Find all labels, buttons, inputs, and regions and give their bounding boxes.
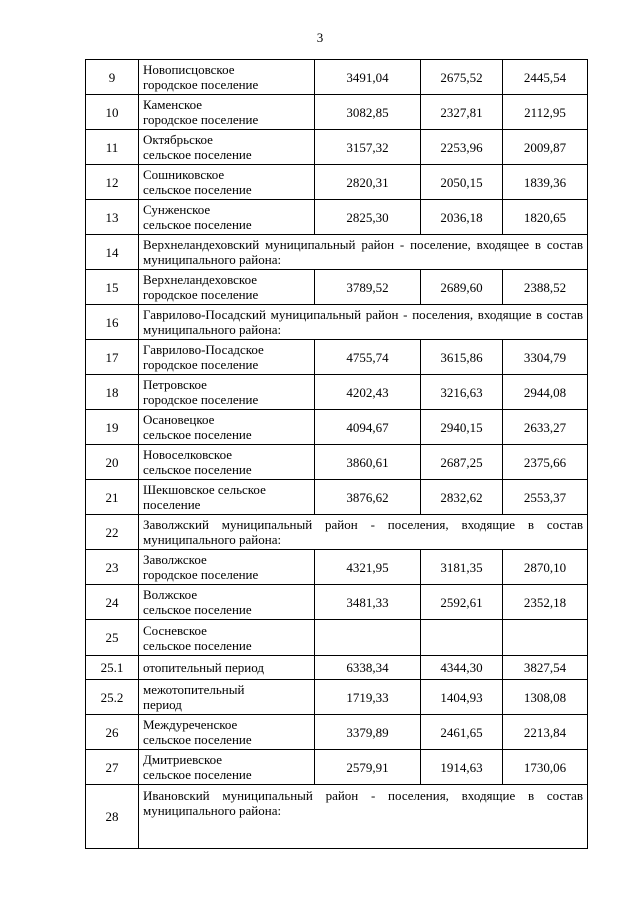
settlement-name-line2: сельское поселение — [143, 732, 252, 747]
value-col2: 2832,62 — [421, 480, 503, 515]
row-number: 16 — [86, 305, 139, 340]
district-row — [86, 785, 588, 849]
value-col1: 1719,33 — [315, 680, 421, 715]
row-number: 13 — [86, 200, 139, 235]
page-number: 3 — [316, 30, 324, 45]
value-col1: 2825,30 — [315, 200, 421, 235]
settlement-name-line2: сельское поселение — [143, 462, 252, 477]
value-col2 — [421, 620, 503, 656]
value-col2: 2689,60 — [421, 270, 503, 305]
value-col1: 4321,95 — [315, 550, 421, 585]
district-row — [86, 235, 588, 270]
value-col1: 3379,89 — [315, 715, 421, 750]
row-number: 17 — [86, 340, 139, 375]
settlement-name-line1: Новоселковское — [143, 447, 233, 462]
settlement-name-line1: Каменское — [143, 97, 203, 112]
value-col3: 2633,27 — [503, 410, 588, 445]
value-col2: 3615,86 — [421, 340, 503, 375]
value-col3: 2553,37 — [503, 480, 588, 515]
district-header: Ивановский муниципальный район - поселения, входящие в состав муниципального района: — [139, 785, 588, 849]
tariff-table — [85, 59, 588, 849]
row-number: 15 — [86, 270, 139, 305]
settlement-name — [139, 480, 315, 515]
settlement-name-line2: сельское поселение — [143, 637, 252, 653]
settlement-name — [139, 585, 315, 620]
settlement-name-line1: Верхнеландеховское — [143, 272, 258, 287]
value-col2: 2687,25 — [421, 445, 503, 480]
settlement-name-line2: городское поселение — [143, 392, 259, 407]
settlement-name — [139, 715, 315, 750]
value-col3: 2112,95 — [503, 95, 588, 130]
row-number: 14 — [86, 235, 139, 270]
value-col1: 3491,04 — [315, 60, 421, 95]
settlement-name-line2: сельское поселение — [143, 602, 252, 617]
settlement-name — [139, 95, 315, 130]
settlement-name — [139, 200, 315, 235]
table-row — [86, 715, 588, 750]
settlement-name — [139, 410, 315, 445]
settlement-name-line1: Сошниковское — [143, 167, 225, 182]
value-col2: 3216,63 — [421, 375, 503, 410]
value-col3: 2944,08 — [503, 375, 588, 410]
settlement-name — [139, 375, 315, 410]
value-col1: 3860,61 — [315, 445, 421, 480]
settlement-name-line1: Волжское — [143, 587, 198, 602]
settlement-name-line1: Шекшовское сельское — [143, 482, 266, 497]
settlement-name: отопительный период — [139, 656, 315, 680]
settlement-name-line2: городское поселение — [143, 112, 259, 127]
settlement-name-line2: городское поселение — [143, 567, 259, 582]
value-col1: 3082,85 — [315, 95, 421, 130]
settlement-name — [139, 550, 315, 585]
row-number: 10 — [86, 95, 139, 130]
table-row — [86, 130, 588, 165]
row-number: 12 — [86, 165, 139, 200]
row-number: 19 — [86, 410, 139, 445]
value-col3: 1839,36 — [503, 165, 588, 200]
table-row — [86, 95, 588, 130]
table-row — [86, 680, 588, 715]
row-number: 18 — [86, 375, 139, 410]
table-row — [86, 445, 588, 480]
value-col1 — [315, 620, 421, 656]
value-col1: 4755,74 — [315, 340, 421, 375]
row-number: 26 — [86, 715, 139, 750]
value-col3: 1820,65 — [503, 200, 588, 235]
table-row — [86, 375, 588, 410]
row-number: 25.2 — [86, 680, 139, 715]
settlement-name — [139, 270, 315, 305]
settlement-name-line1: Дмитриевское — [143, 752, 223, 767]
settlement-name-line2: городское поселение — [143, 357, 259, 372]
settlement-name-line2: городское поселение — [143, 77, 259, 92]
value-col3: 2352,18 — [503, 585, 588, 620]
row-number: 22 — [86, 515, 139, 550]
value-col2: 1404,93 — [421, 680, 503, 715]
value-col3: 2375,66 — [503, 445, 588, 480]
row-number: 24 — [86, 585, 139, 620]
value-col1: 2820,31 — [315, 165, 421, 200]
value-col1: 3481,33 — [315, 585, 421, 620]
value-col1: 4094,67 — [315, 410, 421, 445]
settlement-name-line2: период — [143, 697, 182, 712]
value-col2: 2253,96 — [421, 130, 503, 165]
value-col3: 2388,52 — [503, 270, 588, 305]
row-number: 11 — [86, 130, 139, 165]
district-header: Гаврилово-Посадский муниципальный район - поселения, входящие в состав муниципального района: — [139, 305, 588, 340]
settlement-name-line2: сельское поселение — [143, 767, 252, 782]
settlement-name-line2: сельское поселение — [143, 147, 252, 162]
district-header: Верхнеландеховский муниципальный район - поселение, входящее в состав муниципального района: — [139, 235, 588, 270]
row-number: 28 — [86, 785, 139, 849]
value-col2: 2461,65 — [421, 715, 503, 750]
row-number: 20 — [86, 445, 139, 480]
settlement-name — [139, 680, 315, 715]
row-number: 9 — [86, 60, 139, 95]
value-col3: 2009,87 — [503, 130, 588, 165]
value-col3 — [503, 620, 588, 656]
settlement-name — [139, 750, 315, 785]
settlement-name — [139, 340, 315, 375]
row-number: 21 — [86, 480, 139, 515]
value-col3: 2445,54 — [503, 60, 588, 95]
district-row — [86, 305, 588, 340]
value-col1: 2579,91 — [315, 750, 421, 785]
value-col2: 2675,52 — [421, 60, 503, 95]
settlement-name — [139, 60, 315, 95]
value-col2: 3181,35 — [421, 550, 503, 585]
table-row — [86, 620, 588, 656]
settlement-name-line2: городское поселение — [143, 287, 259, 302]
settlement-name-line1: Петровское — [143, 377, 207, 392]
table-row — [86, 270, 588, 305]
value-col2: 2592,61 — [421, 585, 503, 620]
settlement-name-line1: Осановецкое — [143, 412, 215, 427]
settlement-name-line1: Сунженское — [143, 202, 211, 217]
table-row — [86, 340, 588, 375]
district-row — [86, 515, 588, 550]
value-col3: 3827,54 — [503, 656, 588, 680]
row-number: 27 — [86, 750, 139, 785]
value-col1: 3157,32 — [315, 130, 421, 165]
settlement-name-line1: Междуреченское — [143, 717, 238, 732]
value-col3: 1308,08 — [503, 680, 588, 715]
table-row — [86, 585, 588, 620]
value-col1: 3876,62 — [315, 480, 421, 515]
settlement-name — [139, 130, 315, 165]
settlement-name — [139, 165, 315, 200]
settlement-name-line2: сельское поселение — [143, 427, 252, 442]
value-col3: 1730,06 — [503, 750, 588, 785]
value-col3: 2213,84 — [503, 715, 588, 750]
settlement-name-line1: Октябрьское — [143, 132, 213, 147]
value-col1: 3789,52 — [315, 270, 421, 305]
table-row — [86, 410, 588, 445]
value-col1: 4202,43 — [315, 375, 421, 410]
settlement-name — [139, 445, 315, 480]
value-col3: 2870,10 — [503, 550, 588, 585]
value-col2: 2050,15 — [421, 165, 503, 200]
row-number: 23 — [86, 550, 139, 585]
value-col2: 2327,81 — [421, 95, 503, 130]
value-col2: 4344,30 — [421, 656, 503, 680]
settlement-name-line1: Гаврилово-Посадское — [143, 342, 264, 357]
row-number: 25.1 — [86, 656, 139, 680]
district-header: Заволжский муниципальный район - поселения, входящие в состав муниципального района: — [139, 515, 588, 550]
settlement-name-line2: сельское поселение — [143, 182, 252, 197]
table-row — [86, 656, 588, 680]
table-row — [86, 550, 588, 585]
settlement-name — [139, 620, 315, 656]
settlement-name-line1: межотопительный — [143, 682, 245, 697]
settlement-name-line2: поселение — [143, 497, 201, 512]
value-col3: 3304,79 — [503, 340, 588, 375]
value-col2: 2940,15 — [421, 410, 503, 445]
table-row — [86, 480, 588, 515]
value-col2: 1914,63 — [421, 750, 503, 785]
table-row — [86, 165, 588, 200]
table-row — [86, 60, 588, 95]
row-number: 25 — [86, 620, 139, 656]
value-col2: 2036,18 — [421, 200, 503, 235]
settlement-name-line2: сельское поселение — [143, 217, 252, 232]
table-row — [86, 750, 588, 785]
settlement-name-line1: Сосневское — [143, 622, 207, 638]
settlement-name-line1: Новописцовское — [143, 62, 235, 77]
value-col1: 6338,34 — [315, 656, 421, 680]
table-row — [86, 200, 588, 235]
settlement-name-line1: Заволжское — [143, 552, 207, 567]
